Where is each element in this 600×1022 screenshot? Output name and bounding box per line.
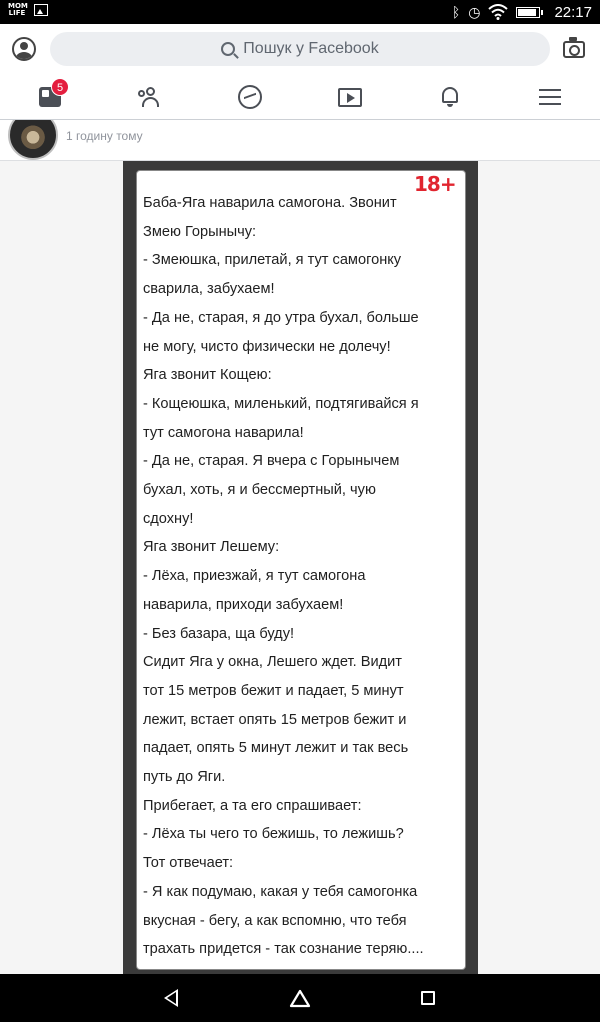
meme-text-line: - Без базара, ща буду! <box>143 625 295 642</box>
home-button[interactable] <box>289 988 311 1008</box>
bluetooth-icon: ᛒ <box>451 4 461 20</box>
camera-icon[interactable] <box>563 41 585 58</box>
tab-friends[interactable] <box>135 82 165 112</box>
meme-text-line: сварила, забухаем! <box>143 281 275 298</box>
meme-text-line: - Кощеюшка, миленький, подтягивайся я <box>143 395 419 412</box>
tab-notifications[interactable] <box>435 82 465 112</box>
meme-text-line: - Да не, старая. Я вчера с Горынычем <box>143 453 400 470</box>
status-left <box>8 3 48 17</box>
home-icon <box>289 988 311 1008</box>
age-rating-badge: 18+ <box>414 172 456 196</box>
meme-text-line: Тот отвечает: <box>143 855 234 872</box>
post-timestamp[interactable]: 1 годину тому <box>66 129 143 143</box>
wifi-icon <box>488 4 508 20</box>
menu-icon <box>539 88 561 106</box>
meme-text-line: Сидит Яга у окна, Лешего ждет. Видит <box>143 654 402 671</box>
meme-text-line: Баба-Яга наварила самогона. Звонит <box>143 195 397 211</box>
search-header <box>0 24 600 74</box>
meme-text-line: наварила, приходи забухаем! <box>143 596 344 613</box>
meme-text-line: Яга звонит Лешему: <box>143 539 280 556</box>
back-button[interactable] <box>164 989 178 1007</box>
search-placeholder: Пошук у Facebook <box>243 40 379 57</box>
avatar[interactable] <box>8 120 58 160</box>
meme-text-line: тут самогона наварила! <box>143 424 304 441</box>
meme-text-line: падает, опять 5 минут лежит и так весь <box>143 740 409 757</box>
meme-text-line: вкусная - бегу, а как вспомню, что тебя <box>143 912 407 929</box>
meme-text-line: - Я как подумаю, какая у тебя самогонка <box>143 883 418 900</box>
main-nav-bar <box>0 74 600 120</box>
gallery-notification-icon <box>34 4 48 16</box>
profile-icon[interactable] <box>12 37 36 61</box>
tab-menu[interactable] <box>535 82 565 112</box>
meme-text-line: трахать придется - так сознание теряю.... <box>143 941 424 958</box>
meme-text-line: тот 15 метров бежит и падает, 5 минут <box>143 682 404 699</box>
friends-icon <box>137 86 163 108</box>
meme-text-line: Прибегает, а та его спрашивает: <box>143 797 362 814</box>
watch-icon <box>338 88 362 107</box>
feed-badge: 5 <box>51 78 69 96</box>
recent-apps-button[interactable] <box>421 991 435 1005</box>
notifications-icon <box>441 87 459 107</box>
meme-text-line: - Змеюшка, прилетай, я тут самогонку <box>143 252 402 269</box>
tab-messenger[interactable] <box>235 82 265 112</box>
tab-watch[interactable] <box>335 82 365 112</box>
meme-text <box>143 189 463 964</box>
status-right <box>452 2 592 22</box>
alarm-icon: ◷ <box>468 4 481 20</box>
battery-icon <box>516 7 540 18</box>
messenger-icon <box>238 85 262 109</box>
meme-text-line: не могу, чисто физически не долечу! <box>143 338 391 355</box>
meme-text-line: - Лёха, приезжай, я тут самогона <box>143 568 366 585</box>
status-bar <box>0 0 600 24</box>
search-input[interactable] <box>50 32 550 66</box>
tab-news-feed[interactable] <box>35 82 65 112</box>
search-icon <box>221 42 235 56</box>
meme-text-line: бухал, хоть, я и бессмертный, чую <box>143 482 376 499</box>
meme-text-line: - Да не, старая, я до утра бухал, больше <box>143 309 419 326</box>
status-clock: 22:17 <box>554 3 592 21</box>
meme-text-line: Змею Горынычу: <box>143 223 257 240</box>
mom-life-app-icon: MOM LIFE <box>8 2 28 17</box>
meme-text-line: сдохну! <box>143 510 194 527</box>
post-header <box>0 120 600 160</box>
meme-text-line: Яга звонит Кощею: <box>143 367 272 384</box>
battery-level <box>518 9 535 16</box>
meme-text-line: лежит, встает опять 15 метров бежит и <box>143 711 407 728</box>
meme-text-line: путь до Яги. <box>143 769 226 786</box>
meme-text-line: - Лёха ты чего то бежишь, то лежишь? <box>143 826 404 843</box>
android-nav-bar <box>0 974 600 1022</box>
